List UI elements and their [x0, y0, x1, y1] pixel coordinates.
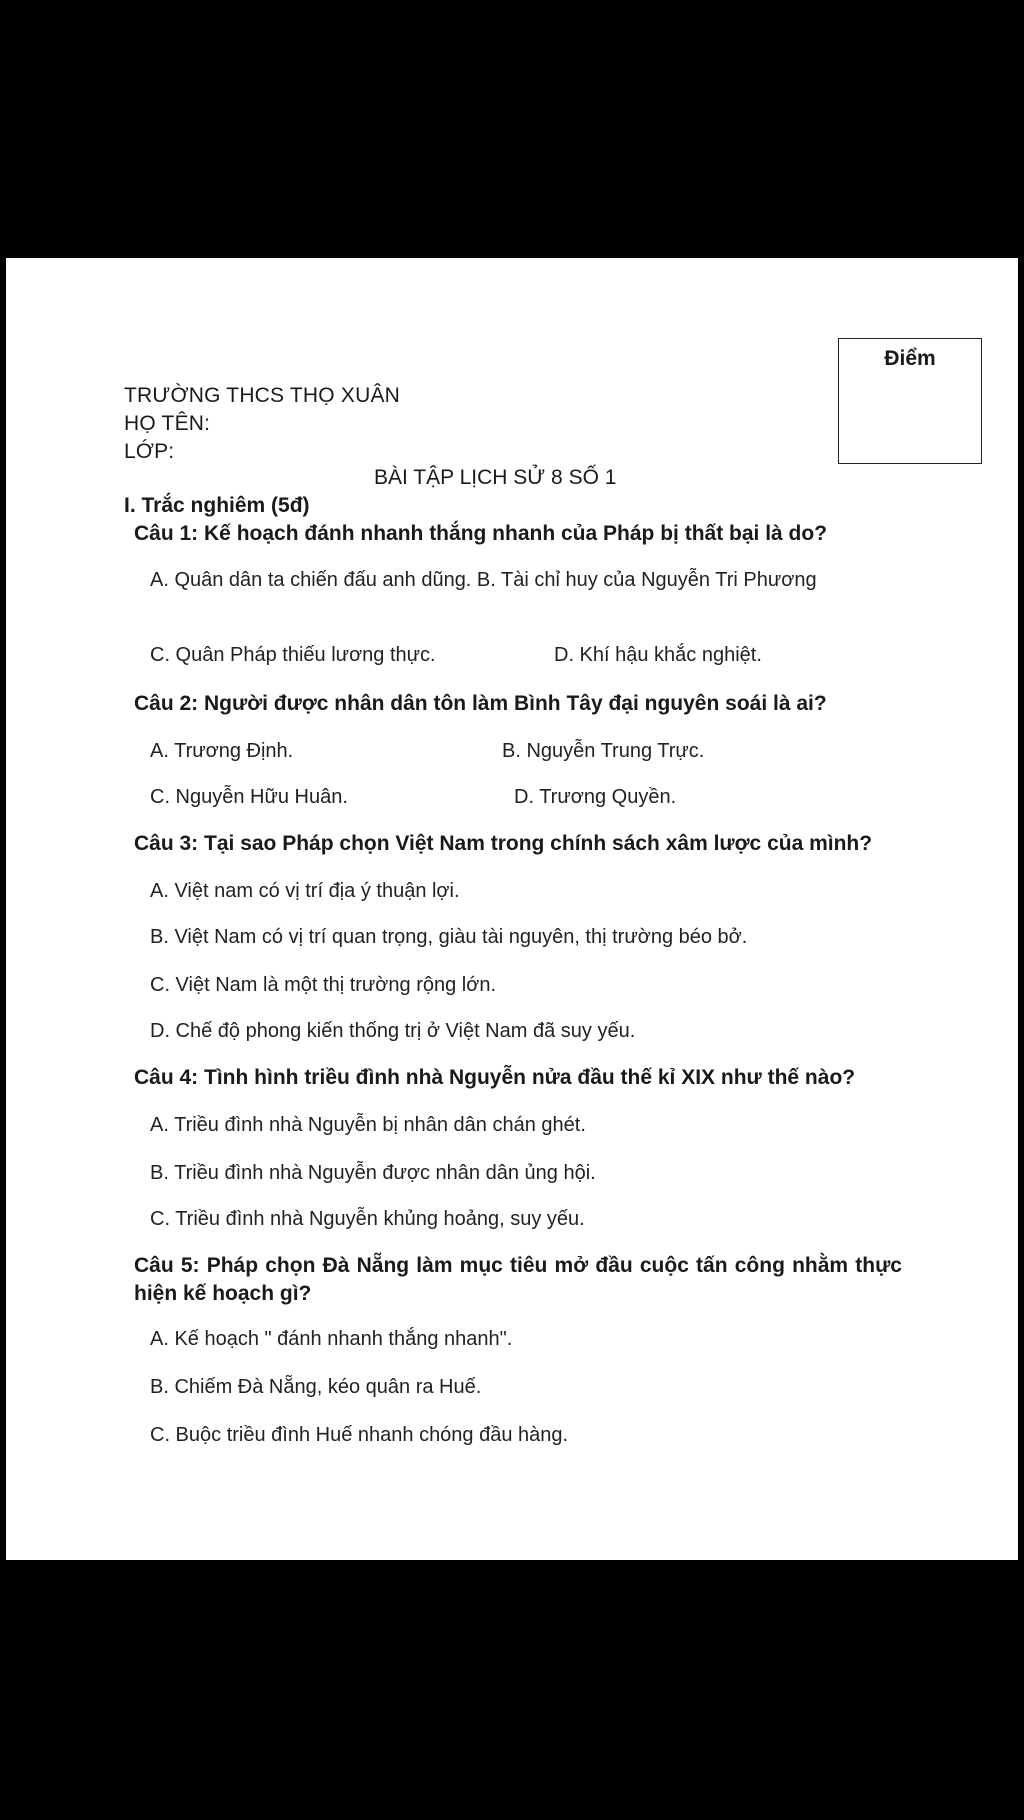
student-name-label: HỌ TÊN:	[124, 412, 211, 435]
question-1: Câu 1: Kế hoạch đánh nhanh thắng nhanh của Pháp bị thất bại là do?	[134, 522, 828, 545]
question-4-option-c: C. Triều đình nhà Nguyễn khủng hoảng, suy yếu.	[150, 1208, 585, 1230]
question-2-option-c: C. Nguyễn Hữu Huân.	[150, 786, 348, 808]
question-3-option-b: B. Việt Nam có vị trí quan trọng, giàu tài nguyên, thị trường béo bở.	[150, 926, 748, 948]
question-3-option-d: D. Chế độ phong kiến thống trị ở Việt Nam đã suy yếu.	[150, 1020, 636, 1042]
question-3-option-a: A. Việt nam có vị trí địa ý thuận lợi.	[150, 880, 460, 902]
question-2: Câu 2: Người được nhân dân tôn làm Bình Tây đại nguyên soái là ai?	[134, 692, 827, 715]
question-2-option-b: B. Nguyễn Trung Trực.	[502, 740, 705, 762]
question-5-option-a: A. Kế hoạch " đánh nhanh thắng nhanh".	[150, 1328, 513, 1350]
question-4: Câu 4: Tình hình triều đình nhà Nguyễn nửa đầu thế kỉ XIX như thế nào?	[134, 1066, 856, 1089]
question-1-option-ab: A. Quân dân ta chiến đấu anh dũng. B. Tài chỉ huy của Nguyễn Tri Phương	[150, 569, 817, 591]
page-title: BÀI TẬP LỊCH SỬ 8 SỐ 1	[374, 466, 617, 489]
question-2-option-a: A. Trương Định.	[150, 740, 294, 762]
question-5: Câu 5: Pháp chọn Đà Nẵng làm mục tiêu mở đầu cuộc tấn công nhằm thực hiện kế hoạch gì?	[134, 1254, 902, 1305]
question-3-option-c: C. Việt Nam là một thị trường rộng lớn.	[150, 974, 497, 996]
question-3: Câu 3: Tại sao Pháp chọn Việt Nam trong chính sách xâm lược của mình?	[134, 832, 873, 855]
question-4-option-a: A. Triều đình nhà Nguyễn bị nhân dân chán ghét.	[150, 1114, 586, 1136]
class-label: LỚP:	[124, 440, 175, 463]
score-box	[838, 338, 982, 464]
school-name: TRƯỜNG THCS THỌ XUÂN	[124, 384, 401, 407]
worksheet-page	[6, 258, 1018, 1560]
question-5-option-c: C. Buộc triều đình Huế nhanh chóng đầu hàng.	[150, 1424, 569, 1446]
question-5-option-b: B. Chiếm Đà Nẵng, kéo quân ra Huế.	[150, 1376, 482, 1398]
question-1-option-d: D. Khí hậu khắc nghiệt.	[554, 644, 762, 666]
question-1-option-c: C. Quân Pháp thiếu lương thực.	[150, 644, 436, 666]
question-4-option-b: B. Triều đình nhà Nguyễn được nhân dân ủng hội.	[150, 1162, 596, 1184]
question-2-option-d: D. Trương Quyền.	[514, 786, 677, 808]
score-label: Điểm	[884, 347, 936, 370]
section-heading: I. Trắc nghiêm (5đ)	[124, 494, 310, 517]
